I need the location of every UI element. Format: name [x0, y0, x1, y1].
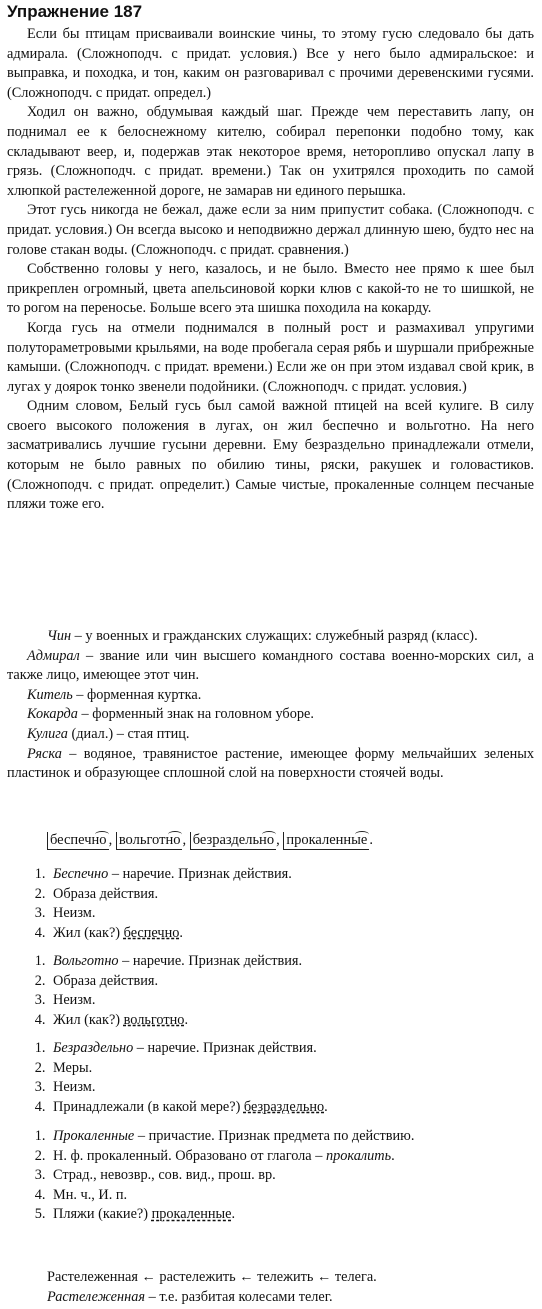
- list-item: 3. Неизм.: [49, 1078, 328, 1098]
- list-item: 1. Вольготно – наречие. Признак действия.: [49, 952, 302, 972]
- list-item: 1. Прокаленные – причастие. Признак предмета по действию.: [49, 1127, 414, 1147]
- definition: [7, 627, 534, 647]
- definition: [7, 745, 534, 784]
- analysis-list: [25, 1127, 414, 1225]
- suffix-mark-icon: [355, 831, 369, 838]
- paragraph: Если бы птицам присваивали воинские чины, то этому гусю следовало бы дать адмирала. (Сложноподч. с придат. условия.) Все у него было адмиральское: и выправка, и походка, и тон, каким он разговаривал с прочими деревенскими гусями. (Сложноподч. с придат. определ.): [7, 26, 534, 101]
- paragraph: Одним словом, Белый гусь был самой важной птицей на всей кулиге. В силу своего высокого положения в лугах, он жил беспечно и вольготно. На него засматривались лучшие гусыни деревни. Ему безраздельно принадлежали отмели, которым не было равных по обилию тины, ряски, ракушек и головастиков. (Сложноподч. с придат. определит.) Самые чистые, прокаленные солнцем песчаные пляжи тоже его.: [7, 398, 534, 513]
- morpheme-line: беспечно , вольготно , безраздельно , прокаленные .: [47, 832, 373, 849]
- definition-term: Ряска: [27, 745, 62, 762]
- definition-term: Китель: [27, 686, 73, 703]
- suffix-mark-icon: [168, 831, 182, 838]
- etymology-note: [47, 1268, 377, 1307]
- main-text: [7, 25, 534, 515]
- definition-text: – форменная куртка.: [72, 686, 202, 703]
- exercise-heading: Упражнение 187: [7, 2, 143, 21]
- definition: [7, 705, 534, 725]
- definition-term: Чин: [47, 628, 72, 644]
- list-item: 2. Образа действия.: [49, 885, 292, 905]
- definition-text: – форменный знак на головном уборе.: [77, 706, 314, 723]
- list-item: 3. Неизм.: [49, 991, 302, 1011]
- definition: [7, 686, 534, 706]
- definition-term: Кулига: [27, 725, 68, 742]
- paragraph: Когда гусь на отмели поднимался в полный рост и размахивал упругими полутораметровыми крыльями, на воде пробегала серая рябь и шуршали прибрежные камыши. (Сложноподч. с придат. времени.) Если же он при этом издавал свой крик, в лугах у доярок тонко звенели подойники. (Сложноподч. с придат. условия.): [7, 319, 534, 395]
- morpheme-word: безраздельно: [190, 832, 276, 850]
- suffix-mark-icon: [95, 831, 109, 838]
- list-item: 2. Н. ф. прокаленный. Образовано от глагола – прокалить.: [49, 1147, 414, 1167]
- morpheme-word: беспечно: [47, 832, 109, 850]
- list-item: 3. Неизм.: [49, 904, 292, 924]
- list-item: 2. Образа действия.: [49, 972, 302, 992]
- definition-text: (диал.) – стая птиц.: [67, 725, 190, 742]
- definitions: [7, 627, 534, 784]
- list-item: 4. Принадлежали (в какой мере?) безраздельно.: [49, 1098, 328, 1118]
- definition: [7, 647, 534, 686]
- definition-text: – звание или чин высшего командного состава военно-морских сил, а также лицо, имеющее этот чин.: [7, 647, 534, 684]
- definition-text: – у военных и гражданских служащих: служебный разряд (класс).: [71, 628, 478, 644]
- list-item: 4. Жил (как?) вольготно.: [49, 1011, 302, 1031]
- list-item: 4. Мн. ч., И. п.: [49, 1186, 414, 1206]
- list-item: 3. Страд., невозвр., сов. вид., прош. вр.: [49, 1166, 414, 1186]
- paragraph: Ходил он важно, обдумывая каждый шаг. Прежде чем переставить лапу, он поднимал ее к белоснежному кителю, собирал перепонки подобно тому, как складывают веер, и, подержав этак некоторое время, неторопливо опускал лапу в грязь. (Сложноподч. с придат. времени.) Так он ухитрялся проходить по самой хлюпкой растележенной дороге, не замарав ни единого перышка.: [7, 104, 534, 199]
- definition-term: Кокарда: [27, 706, 78, 723]
- analysis-list: [25, 865, 292, 943]
- paragraph: Этот гусь никогда не бежал, даже если за ним припустит собака. (Сложноподч. с придат. условия.) Он всегда высоко и неподвижно держал длинную шею, будто нес на голове стакан воды. (Сложноподч. с придат. сравнения.): [7, 202, 534, 258]
- definition-term: Адмирал: [27, 647, 80, 664]
- list-item: 2. Меры.: [49, 1059, 328, 1079]
- definition: [7, 725, 534, 745]
- definition-text: – водяное, травянистое растение, имеющее форму мельчайших зеленых пластинок и образующее сплошной слой на поверхности стоячей воды.: [7, 745, 534, 782]
- word-chain: Растележенная ← растележить ← тележить ← телега.: [47, 1269, 377, 1285]
- suffix-mark-icon: [262, 831, 276, 838]
- analysis-list: [25, 1039, 328, 1117]
- list-item: 1. Беспечно – наречие. Признак действия.: [49, 865, 292, 885]
- paragraph: Собственно головы у него, казалось, и не было. Вместо нее прямо к шее был прикреплен огромный, цвета апельсиновой корки клюв с какой-то не то шишкой, не то рогом на переносье. Больше всего эта шишка походила на кокарду.: [7, 261, 534, 317]
- word-definition: Растележенная – т.е. разбитая колесами телег.: [47, 1288, 333, 1305]
- list-item: 4. Жил (как?) беспечно.: [49, 924, 292, 944]
- list-item: 5. Пляжи (какие?) прокаленные.: [49, 1205, 414, 1225]
- list-item: 1. Безраздельно – наречие. Признак действия.: [49, 1039, 328, 1059]
- analysis-list: [25, 952, 302, 1030]
- morpheme-word: вольготно: [116, 832, 183, 850]
- morpheme-word: прокаленные: [283, 832, 369, 850]
